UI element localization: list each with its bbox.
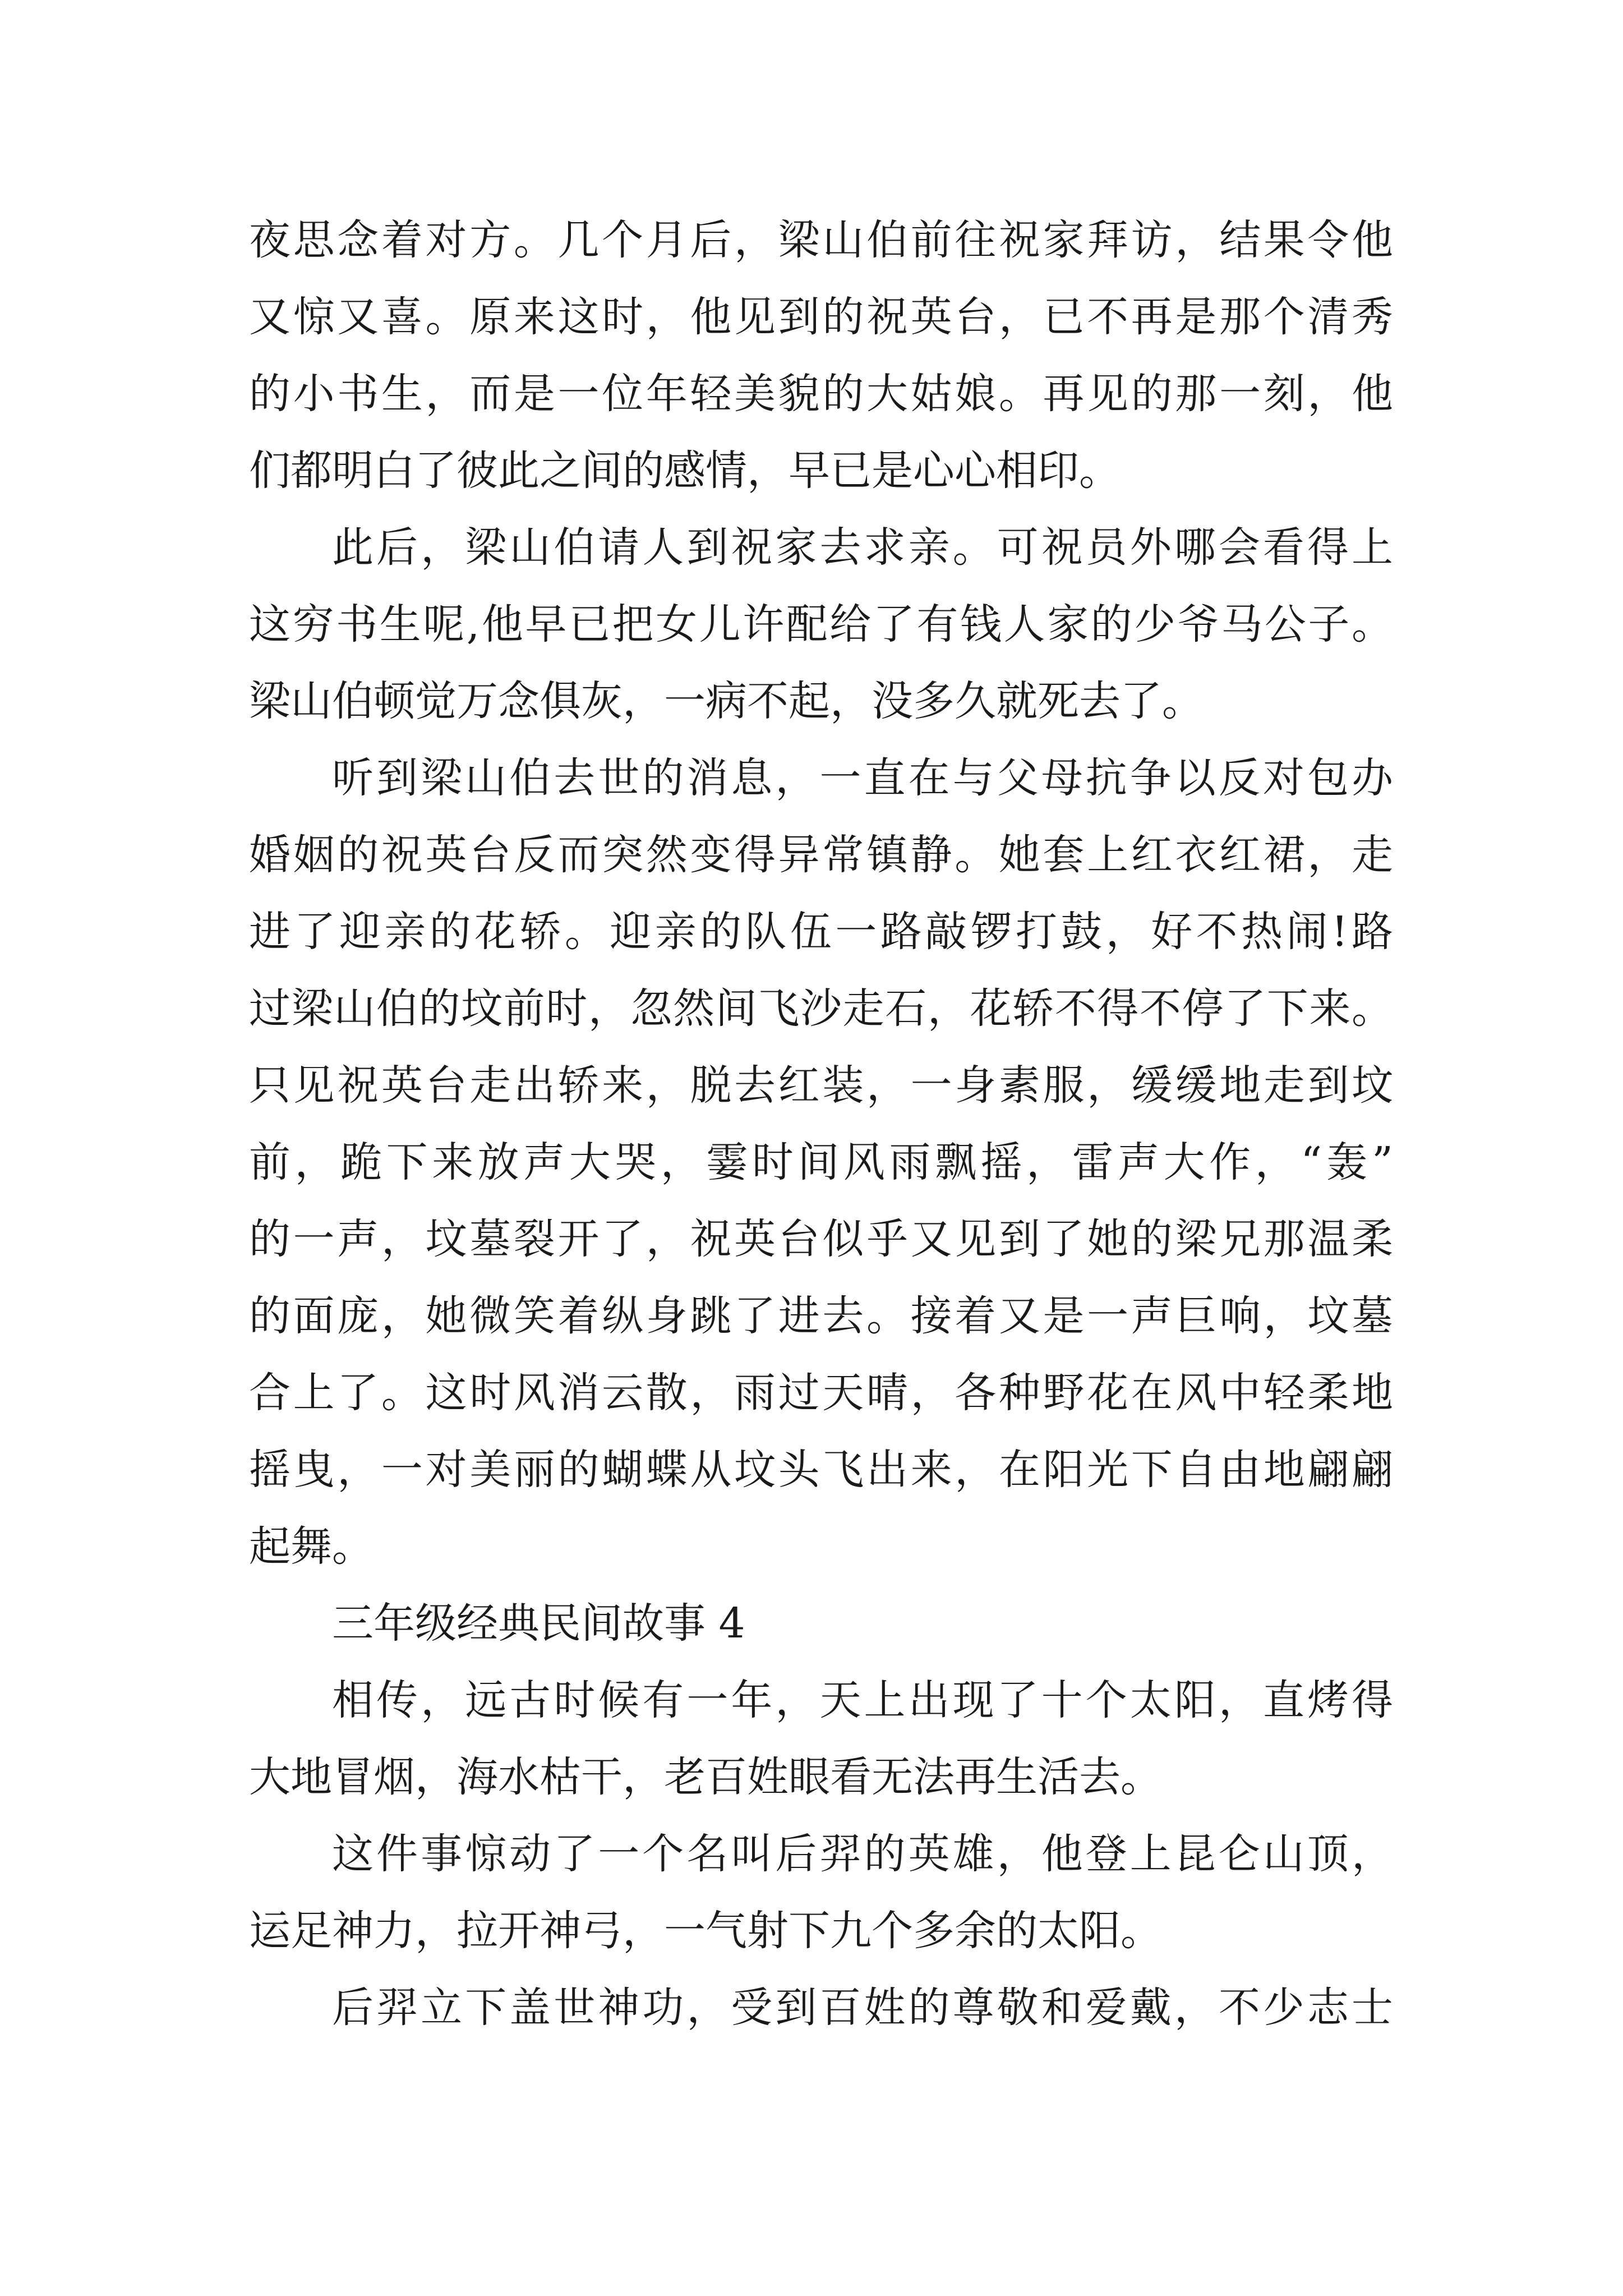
text-line: 的面庞，她微笑着纵身跳了进去。接着又是一声巨响，坟墓 [249,1292,1393,1340]
text-line: 婚姻的祝英台反而突然变得异常镇静。她套上红衣红裙，走 [249,831,1393,879]
text-line: 的一声，坟墓裂开了，祝英台似乎又见到了她的梁兄那温柔 [249,1215,1393,1263]
text-line: 这穷书生呢,他早已把女儿许配给了有钱人家的少爷马公子。 [249,600,1393,648]
text-line: 前，跪下来放声大哭，霎时间风雨飘摇，雷声大作，“轰” [249,1138,1393,1186]
section-heading [249,1585,1393,1662]
text-line: 进了迎亲的花轿。迎亲的队伍一路敲锣打鼓，好不热闹!路 [249,908,1393,956]
document-body [249,202,1393,2046]
text-line: 梁山伯顿觉万念俱灰，一病不起，没多久就死去了。 [249,677,1204,725]
text-line: 起舞。 [249,1522,374,1571]
text-line: 后羿立下盖世神功，受到百姓的尊敬和爱戴，不少志士 [332,1984,1393,2032]
heading-line: 三年级经典民间故事 4 [332,1599,745,1648]
text-line: 们都明白了彼此之间的感情，早已是心心相印。 [249,447,1121,495]
text-line: 过梁山伯的坟前时，忽然间飞沙走石，花轿不得不停了下来。 [249,984,1393,1033]
text-line: 大地冒烟，海水枯干，老百姓眼看无法再生活去。 [249,1753,1162,1801]
text-line: 摇曳，一对美丽的蝴蝶从坟头飞出来，在阳光下自由地翩翩 [249,1446,1393,1494]
paragraph [249,202,1393,509]
text-line: 这件事惊动了一个名叫后羿的英雄，他登上昆仑山顶， [332,1830,1393,1878]
text-line: 运足神力，拉开神弓，一气射下九个多余的太阳。 [249,1907,1162,1955]
paragraph [249,509,1393,740]
text-line: 夜思念着对方。几个月后，梁山伯前往祝家拜访，结果令他 [249,216,1393,264]
paragraph [249,1662,1393,1816]
paragraph [249,740,1393,1585]
text-line: 合上了。这时风消云散，雨过天晴，各种野花在风中轻柔地 [249,1369,1393,1417]
text-line: 只见祝英台走出轿来，脱去红装，一身素服，缓缓地走到坟 [249,1061,1393,1110]
text-line: 此后，梁山伯请人到祝家去求亲。可祝员外哪会看得上 [332,523,1393,572]
text-line: 又惊又喜。原来这时，他见到的祝英台，已不再是那个清秀 [249,293,1393,341]
text-line: 相传，远古时候有一年，天上出现了十个太阳，直烤得 [332,1676,1393,1724]
text-line: 听到梁山伯去世的消息，一直在与父母抗争以反对包办 [332,754,1393,802]
paragraph [249,1816,1393,1970]
text-line: 的小书生，而是一位年轻美貌的大姑娘。再见的那一刻，他 [249,370,1393,418]
paragraph [249,1970,1393,2046]
